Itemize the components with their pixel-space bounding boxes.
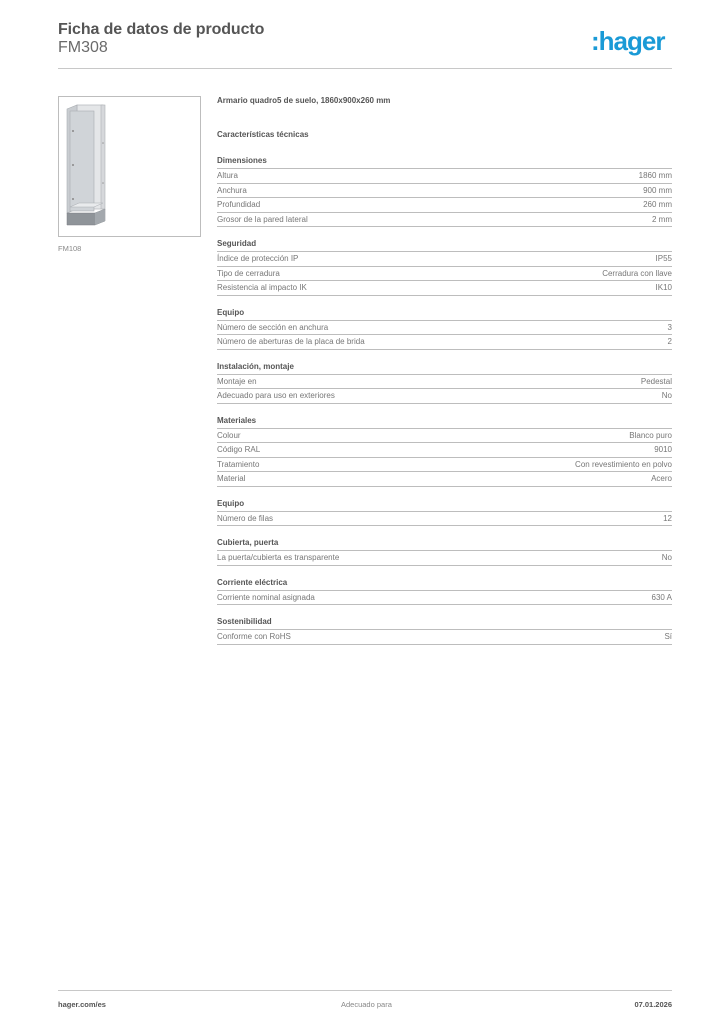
spec-label: Profundidad (217, 200, 261, 209)
image-caption: FM108 (58, 244, 82, 253)
spec-row (217, 551, 672, 566)
spec-row (217, 443, 672, 458)
group-title: Instalación, montaje (217, 361, 672, 375)
spec-label: La puerta/cubierta es transparente (217, 553, 340, 562)
spec-row (217, 591, 672, 606)
spec-group-equipo (217, 307, 672, 350)
spec-value: 630 A (651, 592, 672, 602)
group-title: Sostenibilidad (217, 616, 672, 630)
group-title: Corriente eléctrica (217, 577, 672, 591)
group-title: Equipo (217, 307, 672, 321)
spec-label: Número de sección en anchura (217, 322, 329, 332)
spec-row (217, 213, 672, 228)
spec-row (217, 198, 672, 213)
spec-value: Cerradura con llave (602, 268, 672, 278)
spec-value: No (661, 391, 672, 400)
spec-value: Sí (664, 632, 672, 641)
spec-row (217, 335, 672, 350)
spec-value: Acero (651, 474, 672, 483)
spec-value: IP55 (655, 254, 672, 263)
spec-group-corriente (217, 577, 672, 606)
spec-label: Anchura (217, 185, 247, 195)
spec-label: Tipo de cerradura (217, 268, 280, 278)
product-specs (217, 96, 672, 645)
spec-value: 2 (667, 337, 672, 346)
spec-row (217, 169, 672, 184)
spec-row (217, 321, 672, 336)
spec-row (217, 630, 672, 645)
spec-group-seguridad (217, 238, 672, 296)
spec-group-equipo-2 (217, 498, 672, 527)
spec-value: 900 mm (643, 185, 672, 195)
spec-value: 9010 (654, 445, 672, 454)
product-image-frame (58, 96, 201, 237)
spec-row (217, 512, 672, 527)
header-divider (58, 68, 672, 69)
spec-value: 260 mm (643, 200, 672, 209)
spec-label: Grosor de la pared lateral (217, 214, 308, 224)
spec-label: Tratamiento (217, 459, 260, 469)
group-title: Materiales (217, 415, 672, 429)
spec-label: Altura (217, 171, 238, 180)
footer-center-text: Adecuado para (341, 1000, 392, 1009)
spec-label: Número de filas (217, 513, 274, 523)
spec-label: Montaje en (217, 376, 257, 386)
group-title: Cubierta, puerta (217, 537, 672, 551)
spec-group-materiales (217, 415, 672, 487)
spec-label: Colour (217, 430, 241, 440)
footer-website-link[interactable]: hager.com/es (58, 1000, 106, 1009)
spec-group-cubierta (217, 537, 672, 566)
page-title: Ficha de datos de producto (58, 21, 265, 38)
spec-row (217, 429, 672, 444)
spec-value: 3 (667, 322, 672, 332)
spec-row (217, 184, 672, 199)
spec-label: Resistencia al impacto IK (217, 283, 307, 292)
spec-label: Corriente nominal asignada (217, 592, 315, 602)
spec-group-dimensiones (217, 155, 672, 227)
spec-value: IK10 (655, 283, 672, 292)
spec-label: Código RAL (217, 445, 261, 454)
product-code: FM308 (58, 39, 108, 56)
group-title: Equipo (217, 498, 672, 512)
spec-row (217, 472, 672, 487)
floor-cabinet-image (65, 103, 107, 227)
spec-label: Número de aberturas de la placa de brida (217, 337, 365, 346)
spec-label: Conforme con RoHS (217, 632, 291, 641)
spec-row (217, 252, 672, 267)
spec-group-sostenibilidad (217, 616, 672, 645)
spec-value: 2 mm (652, 214, 672, 224)
spec-value: No (661, 553, 672, 562)
footer-date: 07.01.2026 (634, 1000, 672, 1009)
footer-divider (58, 990, 672, 991)
spec-value: Con revestimiento en polvo (575, 459, 672, 469)
spec-value: 12 (663, 513, 672, 523)
spec-value: Pedestal (640, 376, 672, 386)
spec-value: Blanco puro (629, 430, 672, 440)
spec-value: 1860 mm (638, 171, 672, 180)
spec-label: Material (217, 474, 246, 483)
hager-logo: :hager (591, 26, 665, 56)
spec-row (217, 375, 672, 390)
spec-row (217, 281, 672, 296)
spec-row (217, 267, 672, 282)
product-description: Armario quadro5 de suelo, 1860x900x260 mm (217, 96, 391, 105)
spec-label: Índice de protección IP (217, 254, 299, 263)
technical-characteristics-title: Características técnicas (217, 130, 309, 139)
group-title: Seguridad (217, 238, 672, 252)
spec-row (217, 458, 672, 473)
spec-row (217, 389, 672, 404)
spec-label: Adecuado para uso en exteriores (217, 391, 335, 400)
spec-group-instalacion (217, 361, 672, 404)
group-title: Dimensiones (217, 155, 672, 169)
